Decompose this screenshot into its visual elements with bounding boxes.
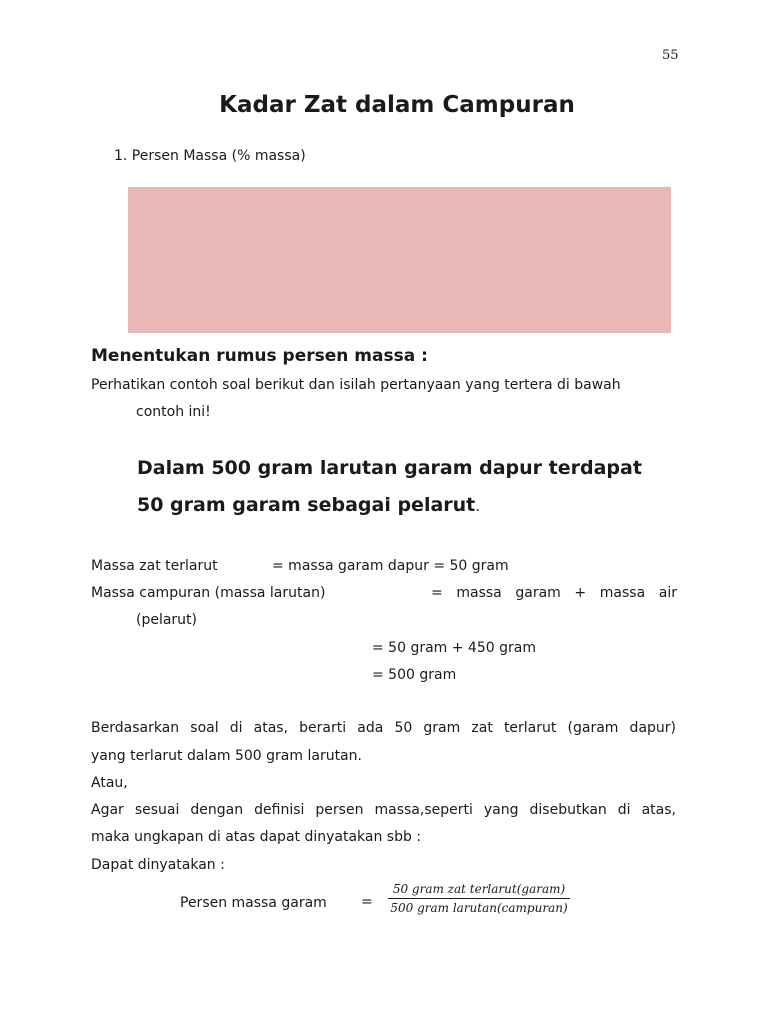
calculation-line1: = 50 gram + 450 gram bbox=[372, 640, 536, 656]
solute-mass-label: Massa zat terlarut bbox=[91, 558, 218, 574]
intro-text-line1: Perhatikan contoh soal berikut dan isilah pertanyaan yang tertera di bawah bbox=[91, 377, 621, 393]
highlight-box bbox=[128, 187, 671, 333]
conclusion-line6: Dapat dinyatakan : bbox=[91, 857, 225, 873]
conclusion-line2: yang terlarut dalam 500 gram larutan. bbox=[91, 748, 362, 764]
mixture-mass-value: = massa garam + massa air bbox=[431, 585, 677, 601]
formula-numerator: 50 gram zat terlarut(garam) bbox=[388, 882, 570, 899]
conclusion-line1: Berdasarkan soal di atas, berarti ada 50 gram zat terlarut (garam dapur) bbox=[91, 720, 676, 736]
conclusion-line3: Atau, bbox=[91, 775, 128, 791]
intro-text-line2: contoh ini! bbox=[136, 404, 211, 420]
problem-statement-line2 bbox=[137, 494, 480, 516]
conclusion-line4: Agar sesuai dengan definisi persen massa,seperti yang disebutkan di atas, bbox=[91, 802, 676, 818]
formula-denominator: 500 gram larutan(campuran) bbox=[390, 901, 568, 915]
problem-statement-text: 50 gram garam sebagai pelarut bbox=[137, 494, 476, 516]
formula-fraction bbox=[388, 882, 570, 915]
mixture-mass-label: Massa campuran (massa larutan) bbox=[91, 585, 326, 601]
formula-label: Persen massa garam bbox=[180, 895, 327, 911]
solute-mass-value: = massa garam dapur = 50 gram bbox=[272, 558, 509, 574]
formula-equals: = bbox=[361, 894, 373, 910]
problem-period: . bbox=[475, 497, 481, 515]
section-heading: Menentukan rumus persen massa : bbox=[91, 346, 428, 366]
list-item-persen-massa: 1. Persen Massa (% massa) bbox=[114, 148, 306, 164]
page-title: Kadar Zat dalam Campuran bbox=[219, 92, 575, 118]
calculation-line2: = 500 gram bbox=[372, 667, 457, 683]
conclusion-line5: maka ungkapan di atas dapat dinyatakan sbb : bbox=[91, 829, 422, 845]
page-number: 55 bbox=[662, 48, 679, 63]
problem-statement-line1: Dalam 500 gram larutan garam dapur terdapat bbox=[137, 457, 642, 479]
mixture-mass-continuation: (pelarut) bbox=[136, 612, 198, 628]
